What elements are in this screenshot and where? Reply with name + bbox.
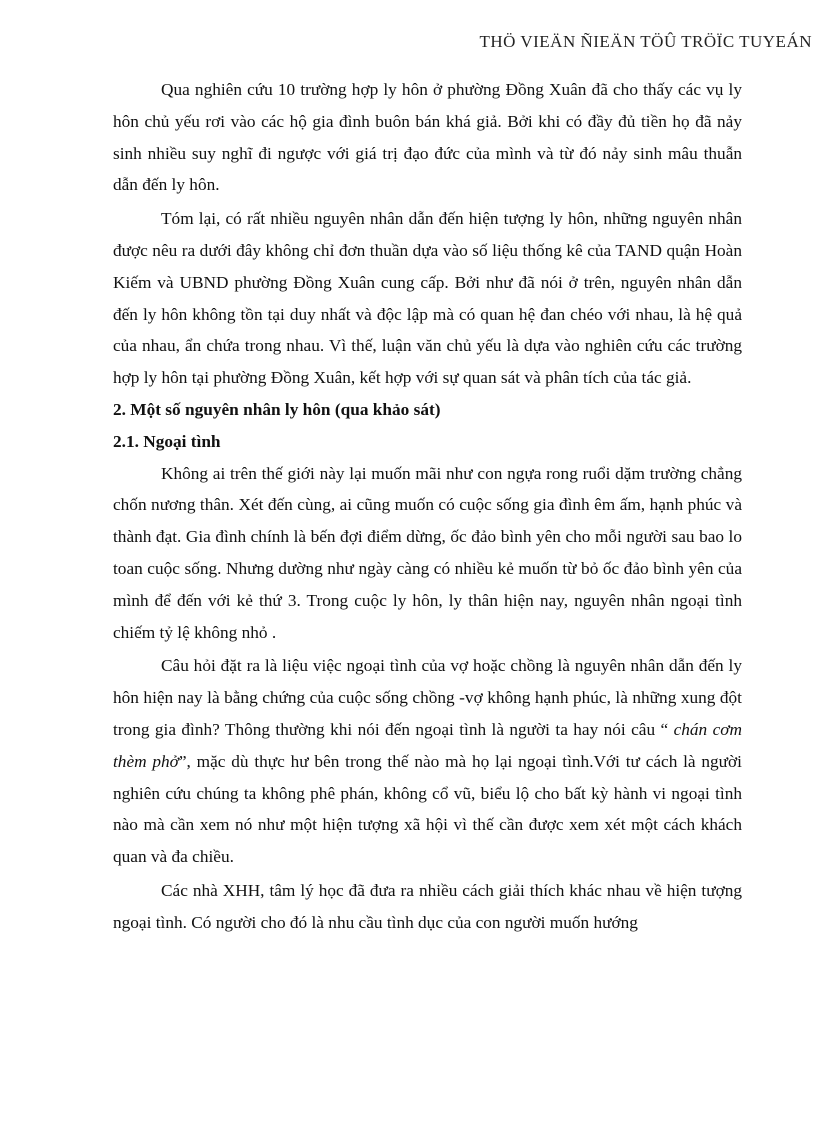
section-heading-2: 2. Một số nguyên nhân ly hôn (qua khảo sát) (113, 399, 441, 419)
running-header: THÖ VIEÄN ÑIEÄN TÖÛ TRÖÏC TUYEÁN (479, 32, 812, 51)
italic-quote: chán cơm thèm phở (113, 719, 742, 771)
document-body (113, 74, 742, 939)
paragraph-infidelity-question (113, 650, 742, 873)
section-heading-2-1: 2.1. Ngoại tình (113, 431, 221, 451)
paragraph-summary: Tóm lại, có rất nhiều nguyên nhân dẫn đến hiện tượng ly hôn, những nguyên nhân được nêu ra dưới đây không chỉ đơn thuần dựa vào số liệu thống kê của TAND quận Hoàn Kiếm và UBND phường Đồng Xuân cung cấp. Bởi như đã nói ở trên, nguyên nhân dẫn đến ly hôn không tồn tại duy nhất và độc lập mà có quan hệ đan chéo với nhau, là hệ quả của nhau, ẩn chứa trong nhau. Vì thế, luận văn chủ yếu là dựa vào nghiên cứu các trường hợp ly hôn tại phường Đồng Xuân, kết hợp với sự quan sát và phân tích của tác giả. (113, 209, 742, 388)
paragraph-dong-xuan-findings: Qua nghiên cứu 10 trường hợp ly hôn ở phường Đồng Xuân đã cho thấy các vụ ly hôn chủ yếu rơi vào các hộ gia đình buôn bán khá giả. Bởi khi có đầy đủ tiền họ đã nảy sinh nhiều suy nghĩ đi ngược với giá trị đạo đức của mình và từ đó nảy sinh mâu thuẫn dẫn đến ly hôn. (113, 80, 742, 195)
paragraph-infidelity-intro: Không ai trên thế giới này lại muốn mãi như con ngựa rong ruổi dặm trường chẳng chốn nương thân. Xét đến cùng, ai cũng muốn có cuộc sống gia đình êm ấm, hạnh phúc và thành đạt. Gia đình chính là bến đợi điểm dừng, ốc đảo bình yên cho mỗi người sau bao lo toan cuộc sống. Nhưng dường như ngày càng có nhiều kẻ muốn từ bỏ ốc đảo bình yên của mình để đến với kẻ thứ 3. Trong cuộc ly hôn, ly thân hiện nay, nguyên nhân ngoại tình chiếm tỷ lệ không nhỏ . (113, 463, 742, 642)
paragraph-text-after-quote: ”, mặc dù thực hư bên trong thế nào mà họ lại ngoại tình.Với tư cách là người nghiên cứu chúng ta không phê phán, không cổ vũ, biểu lộ cho bất kỳ hành vi ngoại tình nào mà cần xem nó như một hiện tượng xã hội vì thế cần được xem xét một cách khách quan và đa chiều. (113, 751, 742, 867)
paragraph-text-before-quote: Câu hỏi đặt ra là liệu việc ngoại tình của vợ hoặc chồng là nguyên nhân dẫn đến ly hôn hiện nay là bằng chứng của cuộc sống chồng -vợ không hạnh phúc, là những xung đột trong gia đình? Thông thường khi nói đến ngoại tình là người ta hay nói câu “ (113, 656, 742, 739)
paragraph-explanations: Các nhà XHH, tâm lý học đã đưa ra nhiều cách giải thích khác nhau về hiện tượng ngoại tình. Có người cho đó là nhu cầu tình dục của con người muốn hướng (113, 880, 742, 932)
